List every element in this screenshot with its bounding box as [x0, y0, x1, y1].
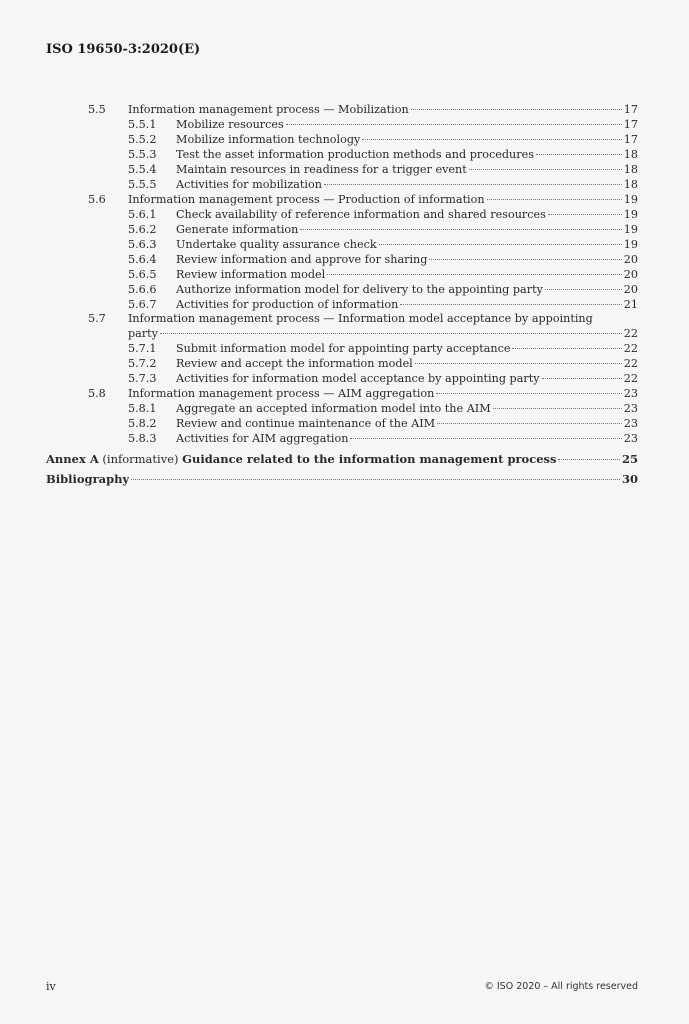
- dot-leader: [400, 303, 621, 305]
- annex-label: Annex A: [46, 452, 99, 466]
- toc-entry-5-6-5[interactable]: [128, 267, 638, 282]
- toc-title: Information management process — Information model acceptance by appointing: [128, 312, 593, 325]
- toc-title: Review and accept the information model: [176, 357, 413, 370]
- toc-title: Activities for AIM aggregation: [176, 432, 349, 445]
- toc-page: 19: [623, 238, 638, 251]
- toc-entry-5-8-2[interactable]: [128, 416, 638, 431]
- toc-number: 5.6.1: [128, 208, 157, 221]
- dot-leader: [429, 258, 621, 260]
- toc-entry-5-8-3[interactable]: [128, 431, 638, 446]
- toc-page: 23: [623, 402, 638, 415]
- toc-page: 22: [623, 342, 638, 355]
- toc-page: 19: [623, 223, 638, 236]
- toc-title: Aggregate an accepted information model into the AIM: [176, 402, 491, 415]
- toc-page: 21: [623, 298, 638, 311]
- toc-title: Information management process — AIM aggregation: [128, 387, 435, 400]
- toc-number: 5.5.1: [128, 118, 157, 131]
- toc-entry-5-5[interactable]: [88, 102, 638, 117]
- toc-number: 5.7.1: [128, 342, 157, 355]
- dot-leader: [558, 458, 620, 460]
- toc-page: 20: [623, 253, 638, 266]
- toc-number: 5.6.2: [128, 223, 157, 236]
- toc-entry-5-6-4[interactable]: [128, 252, 638, 267]
- toc-title: Generate information: [176, 223, 299, 236]
- toc-title: Maintain resources in readiness for a trigger event: [176, 163, 467, 176]
- toc-entry-5-6-3[interactable]: [128, 237, 638, 252]
- toc-number: 5.5.4: [128, 163, 157, 176]
- toc-page: 22: [623, 372, 638, 385]
- toc-number: 5.5.3: [128, 148, 157, 161]
- toc-entry-5-8-1[interactable]: [128, 401, 638, 416]
- toc-page: 17: [623, 103, 638, 116]
- toc-title: Activities for mobilization: [176, 178, 322, 191]
- dot-leader: [512, 347, 621, 349]
- toc-number: 5.6.5: [128, 268, 157, 281]
- toc-number: 5.6.7: [128, 298, 157, 311]
- toc-number: 5.5: [88, 103, 106, 116]
- toc-number: 5.5.2: [128, 133, 157, 146]
- document-id-header: ISO 19650-3:2020(E): [46, 42, 201, 57]
- copyright-notice: © ISO 2020 – All rights reserved: [484, 981, 638, 992]
- toc-page: 18: [623, 148, 638, 161]
- toc-page: 22: [623, 327, 638, 340]
- toc-page: 18: [623, 178, 638, 191]
- toc-title: Submit information model for appointing party acceptance: [176, 342, 511, 355]
- dot-leader: [436, 392, 621, 394]
- annex-qualifier: (informative): [102, 452, 179, 466]
- toc-title: Information management process — Mobilization: [128, 103, 409, 116]
- bibliography-title: Bibliography: [46, 472, 130, 486]
- toc-title: Review information and approve for sharing: [176, 253, 428, 266]
- toc-number: 5.6: [88, 193, 106, 206]
- toc-page: 23: [623, 387, 638, 400]
- dot-leader: [379, 243, 622, 245]
- toc-title: Undertake quality assurance check: [176, 238, 377, 251]
- toc-title: Review and continue maintenance of the AIM: [176, 417, 436, 430]
- toc-entry-5-5-1[interactable]: [128, 117, 638, 132]
- dot-leader: [493, 407, 622, 409]
- toc-title: Mobilize information technology: [176, 133, 361, 146]
- toc-page: 20: [623, 268, 638, 281]
- toc-number: 5.5.5: [128, 178, 157, 191]
- toc-entry-bibliography[interactable]: [46, 472, 638, 487]
- toc-title: Review information model: [176, 268, 326, 281]
- dot-leader: [286, 123, 622, 125]
- dot-leader: [437, 422, 622, 424]
- dot-leader: [536, 153, 622, 155]
- toc-entry-5-5-2[interactable]: [128, 132, 638, 147]
- dot-leader: [542, 377, 622, 379]
- toc-number: 5.6.6: [128, 283, 157, 296]
- annex-title-group: [46, 452, 556, 467]
- dot-leader: [545, 288, 622, 290]
- toc-entry-5-6-7[interactable]: [128, 297, 638, 312]
- toc-page: 23: [623, 417, 638, 430]
- page-number: iv: [46, 980, 56, 993]
- toc-number: 5.7.3: [128, 372, 157, 385]
- toc-entry-5-7-1[interactable]: [128, 341, 638, 356]
- toc-entry-5-6[interactable]: [88, 192, 638, 207]
- toc-page: 18: [623, 163, 638, 176]
- toc-page: 17: [623, 133, 638, 146]
- toc-page: 19: [623, 208, 638, 221]
- toc-title: Check availability of reference information and shared resources: [176, 208, 546, 221]
- toc-page: 20: [623, 283, 638, 296]
- toc-number: 5.6.4: [128, 253, 157, 266]
- toc-number: 5.8.2: [128, 417, 157, 430]
- dot-leader: [131, 478, 620, 480]
- toc-entry-5-5-3[interactable]: [128, 147, 638, 162]
- toc-number: 5.8: [88, 387, 106, 400]
- dot-leader: [324, 183, 622, 185]
- toc-title-continued: party: [128, 327, 158, 340]
- toc-number: 5.7.2: [128, 357, 157, 370]
- toc-entry-5-5-5[interactable]: [128, 177, 638, 192]
- toc-page: 23: [623, 432, 638, 445]
- toc-title: Mobilize resources: [176, 118, 284, 131]
- toc-page: 22: [623, 357, 638, 370]
- dot-leader: [469, 168, 622, 170]
- dot-leader: [362, 138, 621, 140]
- toc-entry-5-8[interactable]: [88, 386, 638, 401]
- toc-entry-5-7-line1[interactable]: [88, 311, 593, 326]
- toc-title: Authorize information model for delivery to the appointing party: [176, 283, 543, 296]
- toc-entry-5-5-4[interactable]: [128, 162, 638, 177]
- dot-leader: [160, 332, 622, 334]
- toc-page: 17: [623, 118, 638, 131]
- toc-entry-5-6-2[interactable]: [128, 222, 638, 237]
- toc-title: Activities for information model acceptance by appointing party: [176, 372, 540, 385]
- toc-page: 19: [623, 193, 638, 206]
- dot-leader: [300, 228, 621, 230]
- annex-title: Guidance related to the information management process: [182, 452, 557, 466]
- dot-leader: [411, 108, 622, 110]
- dot-leader: [487, 198, 622, 200]
- toc-entry-5-7[interactable]: [128, 326, 638, 341]
- dot-leader: [548, 213, 622, 215]
- toc-title: Test the asset information production methods and procedures: [176, 148, 534, 161]
- toc-entry-5-7-2[interactable]: [128, 356, 638, 371]
- toc-title: Information management process — Production of information: [128, 193, 485, 206]
- toc-page: 25: [621, 452, 638, 466]
- toc-title: Activities for production of information: [176, 298, 399, 311]
- toc-number: 5.8.1: [128, 402, 157, 415]
- toc-entry-annex-a[interactable]: [46, 452, 638, 467]
- toc-entry-5-6-1[interactable]: [128, 207, 638, 222]
- toc-number: 5.8.3: [128, 432, 157, 445]
- toc-entry-5-7-3[interactable]: [128, 371, 638, 386]
- dot-leader: [350, 437, 621, 439]
- toc-number: 5.6.3: [128, 238, 157, 251]
- toc-entry-5-6-6[interactable]: [128, 282, 638, 297]
- toc-number: 5.7: [88, 312, 106, 325]
- dot-leader: [415, 362, 622, 364]
- dot-leader: [327, 273, 621, 275]
- toc-page: 30: [621, 472, 638, 486]
